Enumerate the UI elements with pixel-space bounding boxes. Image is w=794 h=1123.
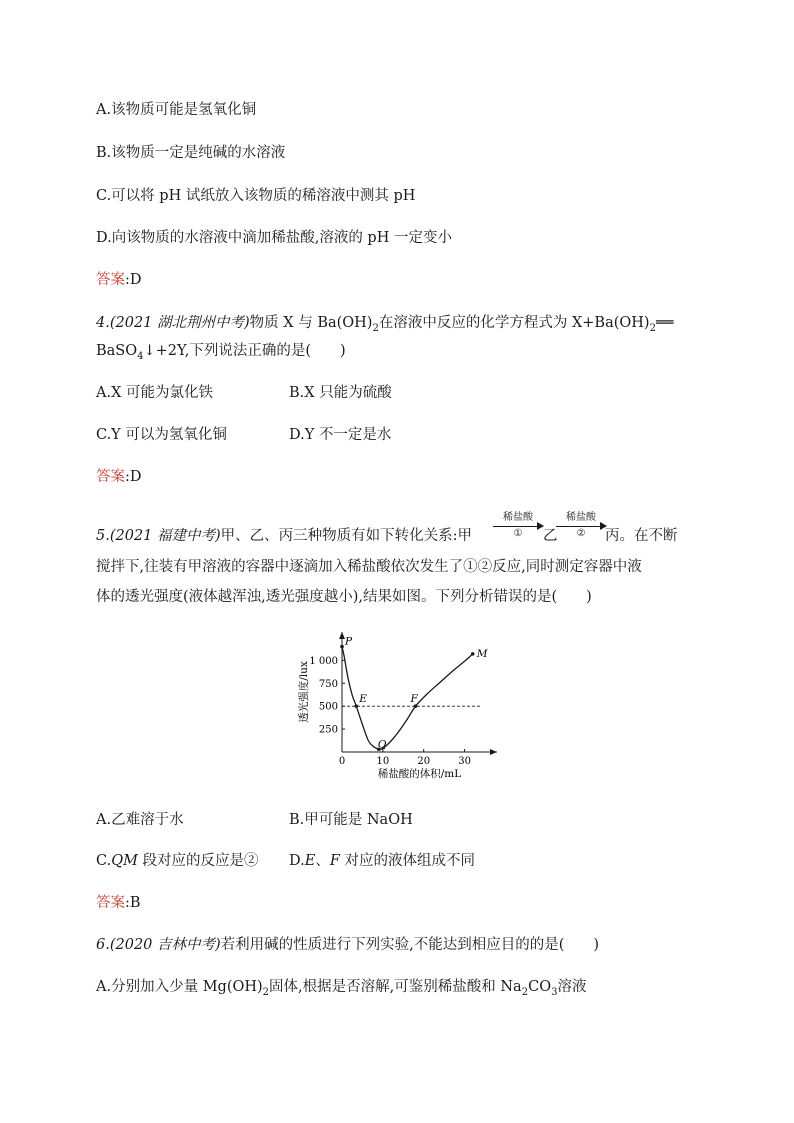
answer-value: :B bbox=[125, 895, 141, 911]
point-label-q: Q bbox=[377, 738, 387, 751]
q6-stem-text: 若利用碱的性质进行下列实验,不能达到相应目的的是( ) bbox=[220, 937, 600, 953]
x-tick-label: 20 bbox=[417, 756, 431, 767]
q4-stem-line1 bbox=[96, 313, 673, 339]
q4-source: 4.(2021 湖北荆州中考) bbox=[96, 315, 250, 331]
answer-label: 答案 bbox=[96, 469, 125, 485]
answer-value: :D bbox=[125, 469, 142, 485]
option-text: A.分别加入少量 Mg(OH) bbox=[96, 979, 263, 995]
q3-option-b: B.该物质一定是纯碱的水溶液 bbox=[96, 145, 286, 161]
x-axis-label: 稀盐酸的体积/mL bbox=[377, 768, 462, 780]
q4-answer bbox=[96, 467, 142, 487]
q5-option-a: A.乙难溶于水 bbox=[96, 812, 184, 828]
option-text: 固体,根据是否溶解,可鉴别稀盐酸和 Na bbox=[269, 979, 522, 995]
subscript: 2 bbox=[372, 322, 379, 334]
arrow-shaft bbox=[493, 526, 539, 527]
q4-stem-part: 在溶液中反应的化学方程式为 X+Ba(OH) bbox=[378, 315, 650, 331]
option-letter: D. bbox=[289, 853, 305, 869]
point-label-m: M bbox=[476, 647, 488, 660]
x-tick-label: 0 bbox=[338, 756, 346, 767]
y-tick-label: 250 bbox=[318, 724, 338, 736]
transmittance-chart bbox=[290, 625, 505, 785]
arrow-reagent: 稀盐酸 bbox=[566, 512, 596, 523]
q5-option-d bbox=[289, 851, 475, 871]
q3-option-a: A.该物质可能是氢氧化铜 bbox=[96, 102, 257, 118]
point-p bbox=[340, 645, 344, 649]
q5-stem-line2: 搅拌下,往装有甲溶液的容器中逐滴加入稀盐酸依次发生了①②反应,同时测定容器中液 bbox=[96, 559, 642, 575]
reaction-arrow-2 bbox=[556, 512, 606, 542]
q4-stem-part: 物质 X 与 Ba(OH) bbox=[249, 315, 373, 331]
equals-sign: ══ bbox=[655, 315, 674, 331]
q4-stem-part: ↓+2Y,下列说法正确的是( ) bbox=[143, 343, 346, 359]
option-letter: C. bbox=[96, 853, 112, 869]
subscript: 3 bbox=[551, 986, 558, 998]
y-tick-label: 750 bbox=[318, 678, 338, 690]
y-tick-label: 1 000 bbox=[309, 655, 338, 667]
arrow-step: ② bbox=[576, 528, 586, 539]
y-tick-label: 500 bbox=[318, 701, 338, 713]
q6-stem bbox=[96, 935, 599, 955]
q4-stem-line2 bbox=[96, 341, 346, 367]
point-label-p: P bbox=[345, 635, 353, 648]
subscript: 2 bbox=[649, 322, 656, 334]
option-text: 段对应的反应是② bbox=[137, 853, 259, 869]
q3-option-d: D.向该物质的水溶液中滴加稀盐酸,溶液的 pH 一定变小 bbox=[96, 230, 452, 246]
point-e bbox=[355, 704, 359, 708]
x-tick-label: 10 bbox=[376, 756, 390, 767]
subscript: 2 bbox=[262, 986, 270, 998]
q3-answer bbox=[96, 270, 142, 290]
subscript: 2 bbox=[521, 986, 529, 998]
x-tick-label: 30 bbox=[458, 756, 471, 767]
q5-stem-line3: 体的透光强度(液体越浑浊,透光强度越小),结果如图。下列分析错误的是( ) bbox=[96, 589, 592, 605]
arrow-reagent: 稀盐酸 bbox=[503, 512, 533, 523]
q5-source: 5.(2021 福建中考) bbox=[96, 528, 221, 544]
q6-source: 6.(2020 吉林中考) bbox=[96, 937, 221, 953]
q4-stem-part: BaSO bbox=[96, 343, 138, 359]
subscript: 4 bbox=[137, 350, 144, 362]
q5-option-b: B.甲可能是 NaOH bbox=[289, 812, 413, 828]
answer-label: 答案 bbox=[96, 272, 125, 288]
option-text: 对应的液体组成不同 bbox=[339, 853, 475, 869]
q3-option-c: C.可以将 pH 试纸放入该物质的稀溶液中测其 pH bbox=[96, 188, 416, 204]
separator: 、 bbox=[315, 853, 330, 869]
q5-end: 丙。在不断 bbox=[605, 528, 678, 544]
option-text: 溶液 bbox=[557, 979, 587, 995]
reaction-arrow-1 bbox=[493, 512, 543, 542]
point-m bbox=[471, 652, 475, 656]
y-axis-label: 透光强度/lux bbox=[298, 661, 310, 723]
q5-stem-part: 甲、乙、丙三种物质有如下转化关系:甲 bbox=[220, 528, 473, 544]
q4-option-c: C.Y 可以为氢氧化铜 bbox=[96, 427, 227, 443]
q5-answer bbox=[96, 893, 141, 913]
x-axis-arrow-icon bbox=[490, 749, 497, 755]
answer-label: 答案 bbox=[96, 895, 125, 911]
q5-mid: 乙 bbox=[543, 528, 558, 544]
point-label: E bbox=[304, 853, 316, 869]
q6-option-a bbox=[96, 977, 586, 1003]
q4-option-d: D.Y 不一定是水 bbox=[289, 427, 392, 443]
q4-option-b: B.X 只能为硫酸 bbox=[289, 385, 392, 401]
arrow-step: ① bbox=[513, 528, 523, 539]
segment-label: QM bbox=[111, 853, 138, 869]
point-label-e: E bbox=[359, 693, 367, 706]
q5-option-c bbox=[96, 851, 259, 871]
answer-value: :D bbox=[125, 272, 142, 288]
q5-stem-line1 bbox=[96, 526, 472, 546]
point-label-f: F bbox=[410, 693, 418, 706]
option-text: CO bbox=[528, 979, 552, 995]
point-label: F bbox=[329, 853, 340, 869]
arrow-shaft bbox=[556, 526, 602, 527]
q4-option-a: A.X 可能为氯化铁 bbox=[96, 385, 214, 401]
